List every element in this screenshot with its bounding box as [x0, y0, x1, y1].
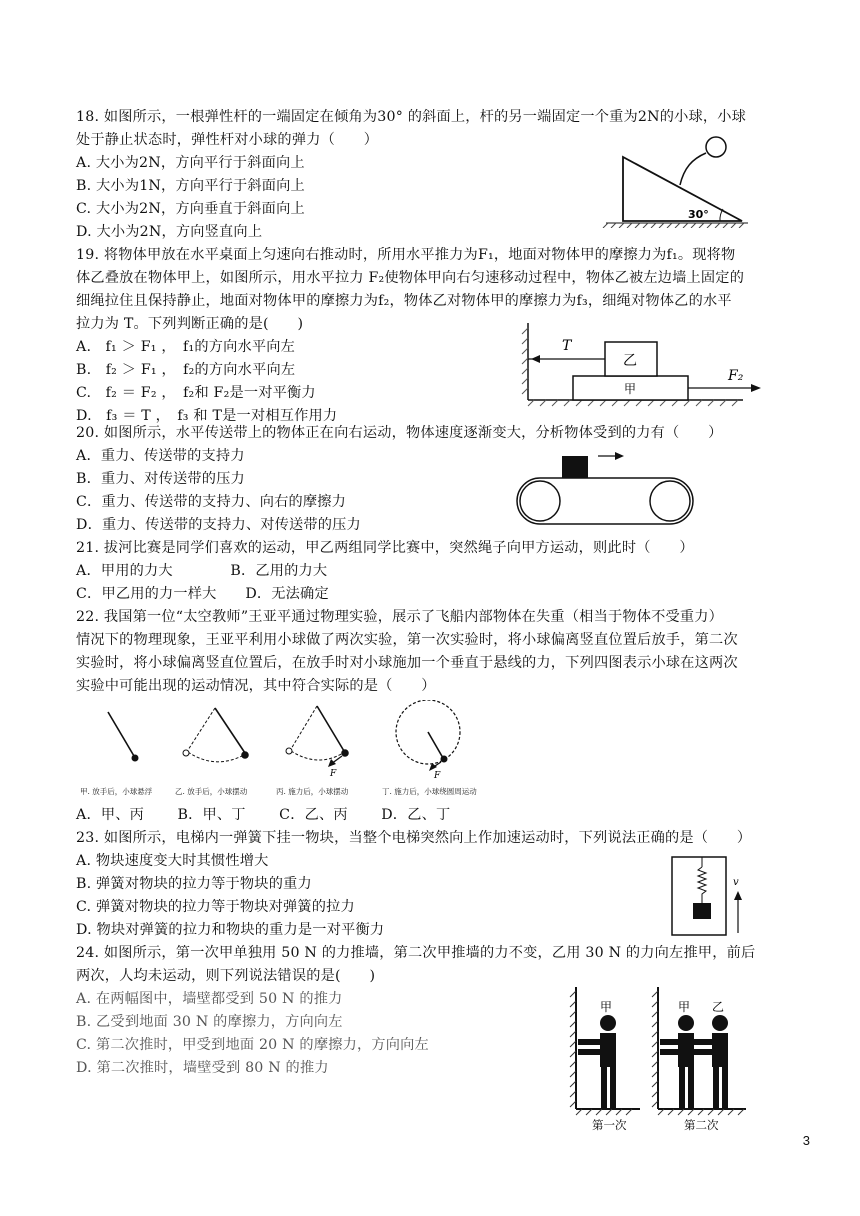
q19-option-b: B. f₂ ＞ F₁ ， f₂的方向水平向左 [76, 362, 296, 378]
q18-angle-label: 30° [688, 208, 709, 221]
q24-option-a: A. 在两幅图中，墙壁都受到 50 N 的推力 [76, 991, 343, 1007]
q19-option-c: C. f₂ ＝ F₂ ， f₂和 F₂是一对平衡力 [76, 385, 316, 401]
q24-option-d: D. 第二次推时，墙壁受到 80 N 的推力 [76, 1060, 329, 1076]
q23-elevator-figure [670, 855, 750, 939]
q24-option-b: B. 乙受到地面 30 N 的摩擦力，方向向左 [76, 1014, 343, 1030]
q18-option-d: D. 大小为2N，方向竖直向上 [76, 224, 263, 240]
q24-stem-line1: 24. 如图所示，第一次甲单独用 50 N 的力推墙，第二次甲推墙的力不变，乙用 30 N 的力向左推甲，前后 [76, 945, 756, 961]
q22-stem-line3: 实验时，将小球偏离竖直位置后，在放手时对小球施加一个垂直于悬线的力，下列四图表示小球在这两次 [76, 655, 738, 671]
q24-second-jia-label: 甲 [678, 1000, 691, 1014]
q23-stem: 23. 如图所示，电梯内一弹簧下挂一物块，当整个电梯突然向上作加速运动时，下列说法正确的是（ ） [76, 830, 752, 846]
q22-caption-jia: 甲. 放手后，小球悬浮 [80, 787, 153, 796]
q22-stem-line1: 22. 我国第一位“太空教师”王亚平通过物理实验，展示了飞船内部物体在失重（相当于物体不受重力） [76, 609, 724, 625]
q22-options: A．甲、丙 B．甲、丁 C．乙、丙 D．乙、丁 [76, 807, 451, 823]
q19-option-a: A. f₁ ＞ F₁ ， f₁的方向水平向左 [76, 339, 296, 355]
q19-block-yi-label: 乙 [623, 353, 637, 369]
q22-force-label-bing: F [330, 769, 337, 779]
q19-option-d: D. f₃ ＝ T ， f₃ 和 T是一对相互作用力 [76, 408, 338, 424]
q19-stem-line2: 体乙叠放在物体甲上，如图所示，用水平拉力 F₂使物体甲向右匀速移动过程中，物体乙被左边墙上固定的 [76, 270, 745, 286]
q22-stem-line2: 情况下的物理现象，王亚平利用小球做了两次实验，第一次实验时，将小球偏离竖直位置后放手，第二次 [76, 632, 738, 648]
q20-stem: 20. 如图所示，水平传送带上的物体正在向右运动，物体速度逐渐变大，分析物体受到的力有（ ） [76, 425, 723, 441]
q20-option-a: A．重力、传送带的支持力 [76, 448, 245, 464]
q24-caption-second: 第二次 [684, 1118, 719, 1132]
q18-option-c: C. 大小为2N，方向垂直于斜面向上 [76, 201, 305, 217]
q24-first-jia-label: 甲 [600, 1000, 613, 1014]
q22-caption-bing: 丙. 施力后，小球摆动 [276, 787, 349, 796]
q21-options-row1: A．甲用的力大 B．乙用的力大 [76, 563, 328, 579]
q19-tension-label: T [562, 338, 572, 354]
q20-option-c: C．重力、传送带的支持力、向右的摩擦力 [76, 494, 347, 510]
q22-stem-line4: 实验中可能出现的运动情况，其中符合实际的是（ ） [76, 678, 436, 694]
q20-conveyor-figure [508, 450, 708, 530]
q19-stem-line4: 拉力为 T。下列判断正确的是( ) [76, 316, 304, 332]
q23-option-d: D. 物块对弹簧的拉力和物块的重力是一对平衡力 [76, 922, 385, 938]
q24-push-wall-figure [560, 983, 760, 1133]
q19-stem-line1: 19. 将物体甲放在水平桌面上匀速向右推动时，所用水平推力为F₁，地面对物体甲的摩擦力为f₁。现将物 [76, 247, 736, 263]
q21-stem: 21. 拔河比赛是同学们喜欢的运动，甲乙两组同学比赛中，突然绳子向甲方运动，则此时（ ） [76, 540, 694, 556]
q20-option-b: B．重力、对传送带的压力 [76, 471, 245, 487]
q22-pendulum-figures [80, 700, 500, 780]
q19-blocks-figure [518, 320, 768, 410]
q18-stem-line2: 处于静止状态时，弹性杆对小球的弹力（ ） [76, 132, 379, 148]
q23-option-a: A. 物块速度变大时其惯性增大 [76, 853, 269, 869]
q23-option-c: C. 弹簧对物块的拉力等于物块对弹簧的拉力 [76, 899, 355, 915]
q23-option-b: B. 弹簧对物块的拉力等于物块的重力 [76, 876, 312, 892]
q22-force-label-ding: F [434, 771, 441, 780]
q18-option-a: A. 大小为2N，方向平行于斜面向上 [76, 155, 305, 171]
page-number: 3 [802, 1133, 810, 1148]
q24-stem-line2: 两次，人均未运动，则下列说法错误的是( ) [76, 968, 376, 984]
q19-stem-line3: 细绳拉住且保持静止，地面对物体甲的摩擦力为f₂，物体乙对物体甲的摩擦力为f₃，细绳对物体乙的水平 [76, 293, 732, 309]
q23-velocity-label: v [733, 877, 739, 888]
q18-incline-figure [600, 133, 750, 228]
q22-caption-yi: 乙. 放手后，小球摆动 [175, 787, 248, 796]
q19-force-f2-label: F₂ [728, 368, 744, 384]
q24-option-c: C. 第二次推时，甲受到地面 20 N 的摩擦力，方向向左 [76, 1037, 429, 1053]
q19-block-jia-label: 甲 [624, 382, 637, 396]
q20-option-d: D．重力、传送带的支持力、对传送带的压力 [76, 517, 361, 533]
q18-option-b: B. 大小为1N，方向平行于斜面向上 [76, 178, 305, 194]
q18-stem-line1: 18. 如图所示，一根弹性杆的一端固定在倾角为30° 的斜面上，杆的另一端固定一个重为2N的小球，小球 [76, 109, 747, 125]
q22-caption-ding: 丁. 施力后，小球绕圆周运动 [382, 787, 477, 796]
q24-caption-first: 第一次 [592, 1118, 627, 1132]
q24-second-yi-label: 乙 [712, 1000, 725, 1014]
q21-options-row2: C．甲乙用的力一样大 D．无法确定 [76, 586, 329, 602]
